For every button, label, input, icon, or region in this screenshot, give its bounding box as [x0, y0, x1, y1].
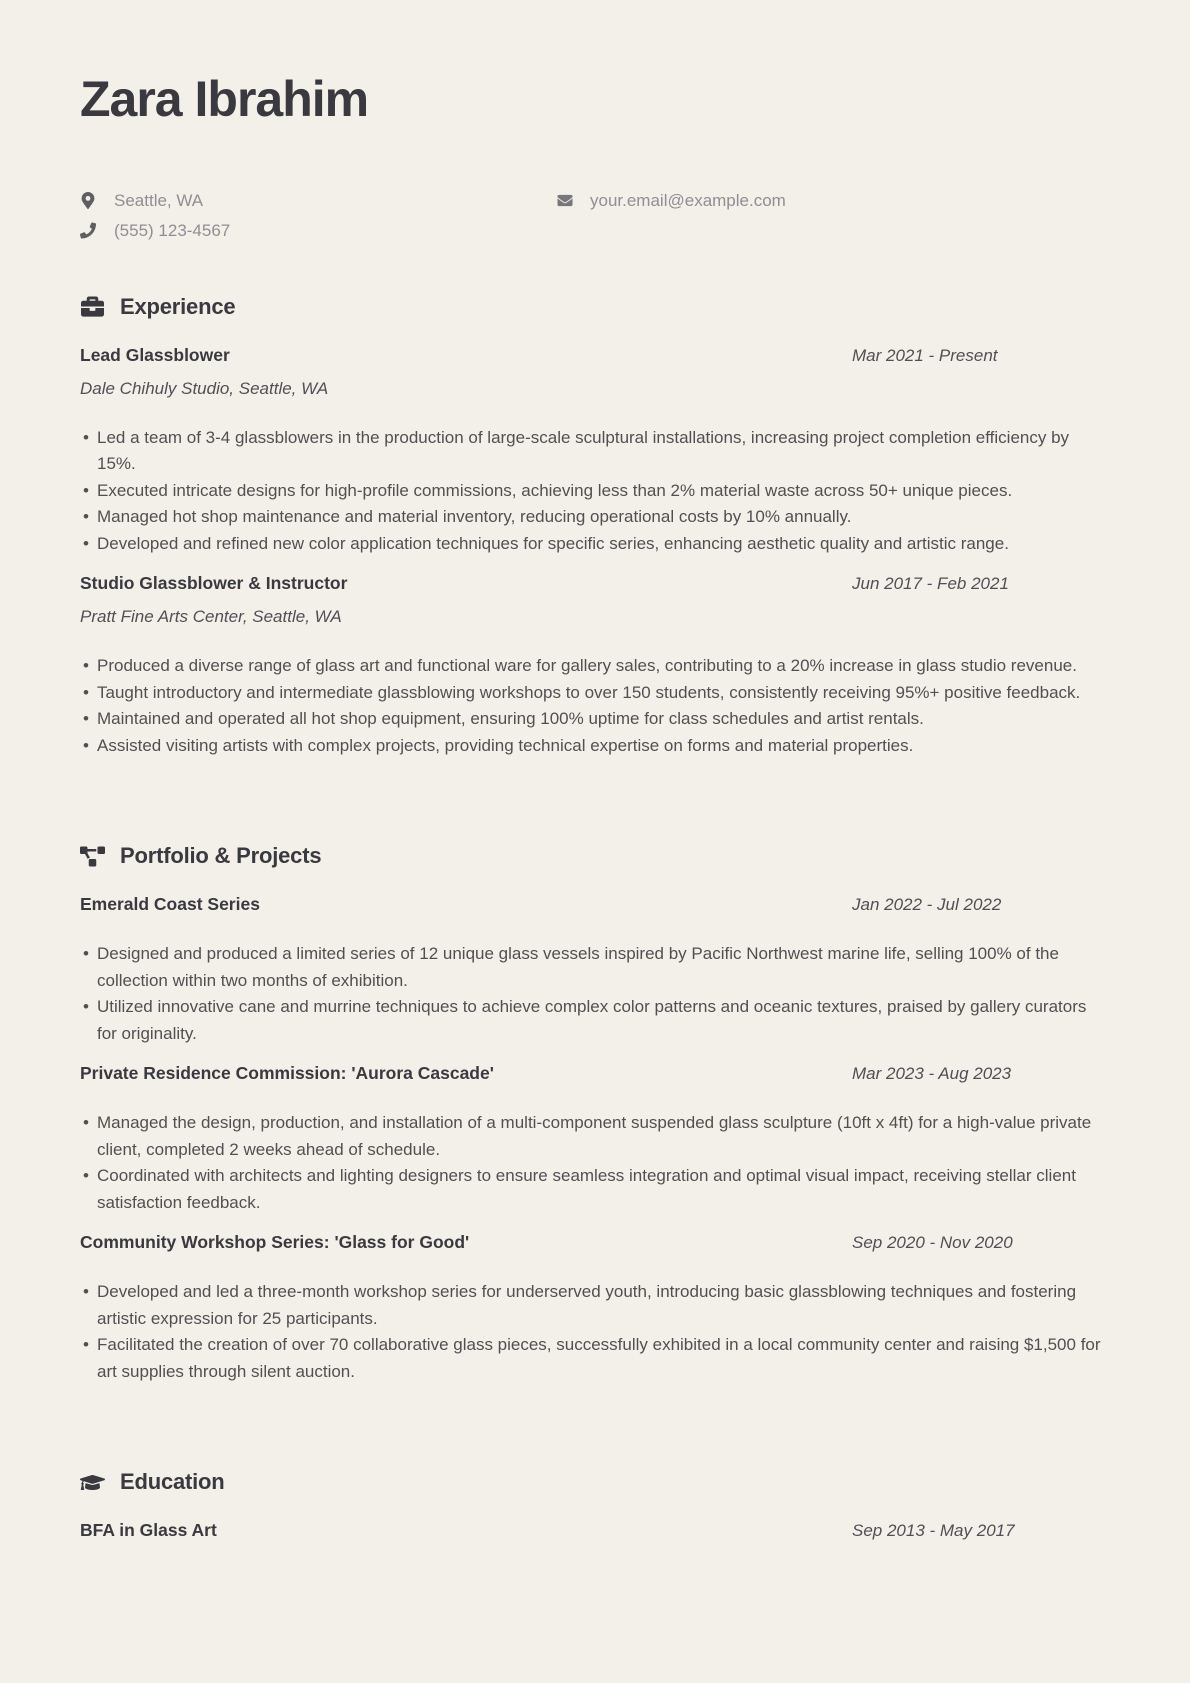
- bullet-item: • Developed and led a three-month workshop series for underserved youth, introducing basic glassblowing techniques and fostering artistic expression for 25 participants.: [80, 1279, 1110, 1332]
- section-portfolio-header: [80, 843, 1110, 869]
- bullet-item: • Managed hot shop maintenance and material inventory, reducing operational costs by 10% annually.: [80, 504, 1110, 531]
- briefcase-icon: [80, 295, 105, 318]
- project-entry: [80, 1232, 1110, 1385]
- section-portfolio-projects: [80, 843, 1110, 1385]
- section-title: Experience: [120, 293, 236, 319]
- project-bullet-list: [80, 941, 1110, 1047]
- section-education: [80, 1469, 1110, 1541]
- education-entry: [80, 1520, 1110, 1541]
- experience-entry: [80, 345, 1110, 558]
- graduation-cap-icon: [80, 1471, 105, 1494]
- bullet-item: • Designed and produced a limited series of 12 unique glass vessels inspired by Pacific Northwest marine life, selling 100% of the collection within two months of exhibition.: [80, 941, 1110, 994]
- project-title: Emerald Coast Series: [80, 894, 260, 914]
- section-experience: [80, 294, 1110, 760]
- job-title: Studio Glassblower & Instructor: [80, 573, 348, 593]
- project-diagram-icon: [80, 845, 105, 868]
- project-dates: Jan 2022 - Jul 2022: [852, 895, 1002, 914]
- section-experience-header: [80, 294, 1110, 320]
- job-company: Dale Chihuly Studio, Seattle, WA: [80, 378, 329, 398]
- job-bullet-list: [80, 425, 1110, 558]
- job-dates: Jun 2017 - Feb 2021: [852, 574, 1009, 593]
- bullet-item: • Maintained and operated all hot shop equipment, ensuring 100% uptime for class schedules and artist rentals.: [80, 706, 1110, 733]
- contact-phone-text: (555) 123-4567: [114, 220, 231, 240]
- project-dates: Mar 2023 - Aug 2023: [852, 1064, 1012, 1083]
- project-entry: [80, 1063, 1110, 1216]
- project-title: Community Workshop Series: 'Glass for Good': [80, 1232, 470, 1252]
- experience-entry: [80, 573, 1110, 759]
- job-title: Lead Glassblower: [80, 344, 230, 365]
- project-title: Private Residence Commission: 'Aurora Cascade': [80, 1063, 494, 1083]
- section-education-header: [80, 1469, 1110, 1495]
- contact-block: [80, 190, 1110, 241]
- bullet-item: • Led a team of 3-4 glassblowers in the production of large-scale sculptural installations, increasing project completion efficiency by 15%.: [80, 425, 1110, 478]
- bullet-item: • Developed and refined new color application techniques for specific series, enhancing aesthetic quality and artistic range.: [80, 531, 1110, 558]
- project-entry: [80, 894, 1110, 1047]
- contact-phone: [80, 220, 556, 241]
- section-title: Education: [120, 1469, 225, 1494]
- job-dates: Mar 2021 - Present: [852, 345, 998, 365]
- job-company: Pratt Fine Arts Center, Seattle, WA: [80, 607, 342, 626]
- bullet-item: • Assisted visiting artists with complex projects, providing technical expertise on forms and material properties.: [80, 733, 1110, 760]
- bullet-item: • Facilitated the creation of over 70 collaborative glass pieces, successfully exhibited in a local community center and raising $1,500 for art supplies through silent auction.: [80, 1332, 1110, 1385]
- contact-location-text: Seattle, WA: [114, 190, 204, 210]
- bullet-item: • Utilized innovative cane and murrine techniques to achieve complex color patterns and oceanic textures, praised by gallery curators for originality.: [80, 994, 1110, 1047]
- bullet-item: • Managed the design, production, and installation of a multi-component suspended glass sculpture (10ft x 4ft) for a high-value private client, completed 2 weeks ahead of schedule.: [80, 1110, 1110, 1163]
- project-bullet-list: [80, 1279, 1110, 1385]
- project-bullet-list: [80, 1110, 1110, 1216]
- resume-header: [80, 73, 1110, 241]
- location-pin-icon: [80, 192, 114, 209]
- bullet-item: • Taught introductory and intermediate glassblowing workshops to over 150 students, consistently receiving 95%+ positive feedback.: [80, 680, 1110, 707]
- bullet-item: • Produced a diverse range of glass art and functional ware for gallery sales, contributing to a 20% increase in glass studio revenue.: [80, 653, 1110, 680]
- contact-location: [80, 190, 556, 211]
- contact-email-text: your.email@example.com: [590, 190, 786, 210]
- section-title: Portfolio & Projects: [120, 843, 322, 868]
- contact-left-column: [80, 190, 556, 241]
- bullet-item: • Coordinated with architects and lighting designers to ensure seamless integration and optimal visual impact, receiving stellar client satisfaction feedback.: [80, 1163, 1110, 1216]
- project-dates: Sep 2020 - Nov 2020: [852, 1233, 1013, 1252]
- email-envelope-icon: [556, 193, 590, 208]
- person-name: Zara Ibrahim: [80, 71, 369, 127]
- degree-title: BFA in Glass Art: [80, 1520, 217, 1540]
- job-bullet-list: [80, 653, 1110, 759]
- contact-right-column: [556, 190, 1110, 241]
- contact-email: [556, 190, 1110, 211]
- phone-icon: [80, 222, 114, 239]
- bullet-item: • Executed intricate designs for high-profile commissions, achieving less than 2% material waste across 50+ unique pieces.: [80, 478, 1110, 505]
- degree-dates: Sep 2013 - May 2017: [852, 1521, 1015, 1540]
